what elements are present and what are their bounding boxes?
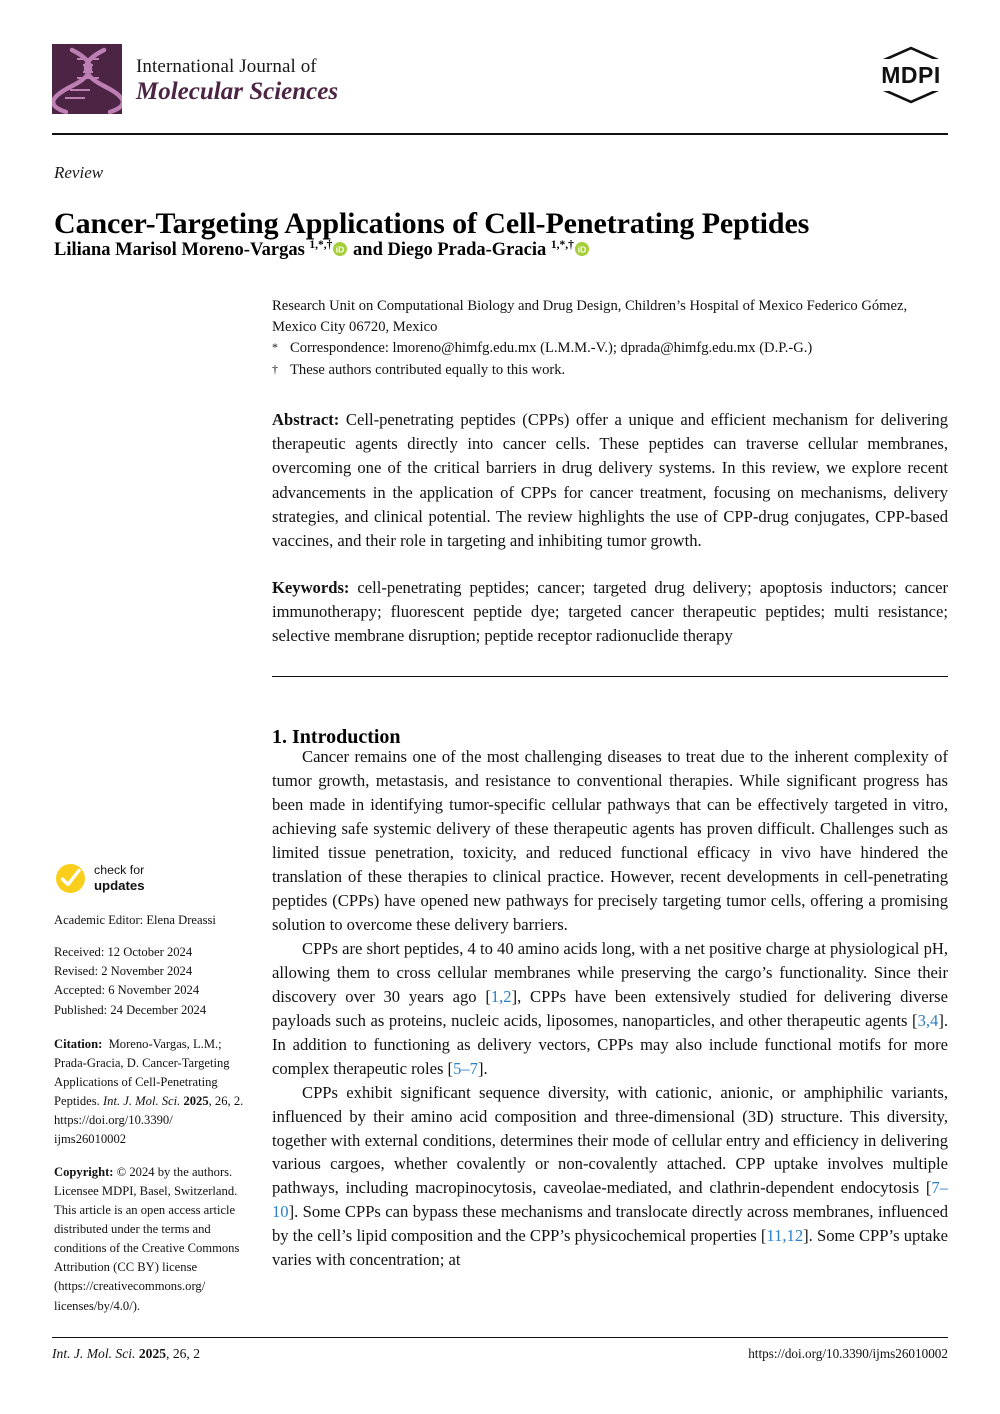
paragraph-3-part-b: ]. Some CPPs can bypass these mechanisms and translocate directly across membranes, influenced by the cell’s lipid composition and the CPP’s physicochemical properties [ — [272, 1202, 948, 1246]
header-divider — [52, 133, 948, 135]
copyright-line: distributed under the terms and — [54, 1221, 211, 1236]
citation-line — [54, 1035, 250, 1054]
citation-link-5-7[interactable]: 5–7 — [453, 1058, 478, 1078]
equal-contribution-note — [272, 360, 948, 381]
article-dates-block — [54, 943, 250, 1020]
citation-link-7-10[interactable]: 7–10 — [272, 1178, 948, 1222]
correspondence-marker: * — [272, 340, 278, 355]
author-list — [54, 238, 948, 263]
author-conjunction: and — [353, 240, 383, 261]
article-type: Review — [54, 163, 104, 182]
copyright-line: Licensee MDPI, Basel, Switzerland. — [54, 1183, 238, 1198]
correspondence-text: Correspondence: lmoreno@himfg.edu.mx (L.M.M.-V.); dprada@himfg.edu.mx (D.P.-G.) — [290, 340, 813, 357]
footer-journal-abbrev: Int. J. Mol. Sci. — [52, 1346, 136, 1361]
citation-volume: , 26, 2. — [208, 1094, 244, 1109]
author-marks-1: 1,*,† — [309, 239, 333, 251]
journal-name-line1: International Journal of — [136, 55, 317, 77]
paragraph-2-part-d: ]. — [477, 1058, 488, 1078]
author-name-2: Diego Prada-Gracia — [387, 240, 547, 261]
paragraph-3 — [272, 1081, 948, 1273]
journal-name — [136, 52, 338, 106]
date-published: Published: 24 December 2024 — [54, 1002, 207, 1017]
citation-year: 2025 — [183, 1094, 209, 1109]
academic-editor-block — [54, 911, 250, 930]
affiliation-line-2: Mexico City 06720, Mexico — [272, 318, 438, 335]
affiliation-block — [272, 296, 948, 381]
citation-line: Prada-Gracia, D. Cancer-Targeting — [54, 1055, 230, 1070]
citation-line: Applications of Cell-Penetrating — [54, 1074, 218, 1089]
abstract-block — [272, 408, 948, 554]
svg-text:MDPI: MDPI — [881, 62, 941, 88]
page-title: Cancer-Targeting Applications of Cell-Penetrating Peptides — [54, 207, 810, 241]
check-circle-icon — [54, 862, 87, 895]
mdpi-logo — [874, 46, 948, 104]
affiliation-line-1: Research Unit on Computational Biology and Drug Design, Children’s Hospital of Mexico Federico Gómez, — [272, 298, 908, 314]
abstract-label: Abstract: — [272, 409, 340, 429]
keywords-text: cell-penetrating peptides; cancer; targeted drug delivery; apoptosis inductors; cancer immunotherapy; fluorescent peptide dye; targeted cancer therapeutic peptides; multi resistance; selective membrane disruption; peptide receptor radionuclide therapy — [272, 577, 948, 646]
citation-doi-line1[interactable]: https://doi.org/10.3390/ — [54, 1113, 173, 1128]
check-for-updates-text — [94, 863, 145, 893]
footer-volume-page: , 26, 2 — [166, 1346, 201, 1361]
citation-block — [54, 1035, 250, 1150]
equal-contribution-marker: † — [272, 362, 278, 377]
citation-line — [54, 1092, 250, 1111]
article-meta-column — [272, 296, 948, 649]
keywords-label: Keywords: — [272, 577, 350, 597]
copyright-line: conditions of the Creative Commons — [54, 1241, 240, 1256]
svg-text:iD: iD — [336, 244, 345, 255]
footer-year: 2025 — [138, 1346, 167, 1361]
journal-brand — [52, 44, 338, 114]
date-received: Received: 12 October 2024 — [54, 945, 193, 960]
keywords-block — [272, 576, 948, 649]
citation-link-3-4[interactable]: 3,4 — [917, 1010, 939, 1030]
footer-citation — [52, 1346, 200, 1362]
paragraph-2-part-a: CPPs are short peptides, 4 to 40 amino acids long, with a net positive charge at physiological pH, allowing them to cross cellular membranes while preserving the cargo’s functionality. Since their discovery over 30 years ago [ — [272, 938, 948, 1006]
citation-title-end: Peptides. — [54, 1094, 100, 1109]
article-sidebar — [54, 862, 250, 1329]
copyright-license-url-1[interactable]: (https://creativecommons.org/ — [54, 1279, 206, 1294]
check-updates-line2: updates — [94, 878, 145, 893]
orcid-icon[interactable] — [575, 242, 589, 256]
copyright-line: This article is an open access article — [54, 1202, 236, 1217]
footer-divider — [52, 1337, 948, 1338]
orcid-icon[interactable] — [333, 242, 347, 256]
body-text-column — [272, 745, 948, 1272]
paragraph-2 — [272, 937, 948, 1081]
paragraph-3-part-a: CPPs exhibit significant sequence diversity, with cationic, anionic, or amphiphilic variants, influenced by their amino acid composition and three-dimensional (3D) structure. This diversity, together with external conditions, determines their mode of cellular entry and efficiency in delivering various cargoes, whether covalently or non-covalently attached. CPP uptake involves multiple pathways, including macropinocytosis, caveolae-mediated, and clathrin-dependent endocytosis [ — [272, 1082, 948, 1198]
citation-link-11-12[interactable]: 11,12 — [766, 1226, 804, 1246]
date-accepted: Accepted: 6 November 2024 — [54, 983, 200, 998]
check-updates-line1: check for — [94, 863, 145, 878]
svg-text:iD: iD — [577, 244, 587, 255]
page-footer — [52, 1346, 948, 1362]
author-marks-2: 1,*,† — [550, 239, 574, 251]
citation-journal: Int. J. Mol. Sci. — [102, 1094, 181, 1109]
paragraph-3-part-c: ]. Some CPP’s uptake varies with concentration; at — [272, 1226, 948, 1270]
citation-link-1-2[interactable]: 1,2 — [490, 986, 512, 1006]
check-for-updates-badge[interactable] — [54, 862, 250, 895]
citation-authors-1: Moreno-Vargas, L.M.; — [108, 1036, 222, 1051]
section-divider — [272, 676, 948, 677]
abstract-text: Cell-penetrating peptides (CPPs) offer a unique and efficient mechanism for delivering therapeutic agents directly into cancer cells. These peptides can traverse cellular membranes, overcoming one of the critical barriers in drug delivery systems. In this review, we explore recent advancements in the application of CPPs for cancer treatment, focusing on mechanisms, delivery strategies, and clinical potential. The review highlights the use of CPP-drug conjugates, CPP-based vaccines, and their role in targeting and inhibiting tumor growth. — [272, 409, 948, 551]
journal-name-line2: Molecular Sciences — [136, 78, 339, 106]
footer-doi[interactable]: https://doi.org/10.3390/ijms26010002 — [748, 1346, 948, 1361]
academic-editor: Academic Editor: Elena Dreassi — [54, 913, 216, 927]
copyright-license-url-2[interactable]: licenses/by/4.0/). — [54, 1298, 141, 1313]
copyright-line — [54, 1163, 250, 1182]
copyright-block — [54, 1163, 250, 1316]
copyright-text-1: © 2024 by the authors. — [116, 1164, 233, 1179]
paragraph-2-part-b: ], CPPs have been extensively studied for delivering diverse payloads such as proteins, nucleic acids, liposomes, nanoparticles, and other therapeutic agents [ — [272, 986, 948, 1030]
citation-label: Citation: — [54, 1036, 103, 1051]
copyright-line: Attribution (CC BY) license — [54, 1260, 198, 1275]
paragraph-2-part-c: ]. In addition to functioning as delivery vectors, CPPs may also include functional motifs for more complex therapeutic roles [ — [272, 1010, 948, 1078]
author-name-1: Liliana Marisol Moreno-Vargas — [54, 240, 305, 261]
date-revised: Revised: 2 November 2024 — [54, 964, 193, 979]
section-heading-introduction: 1. Introduction — [272, 725, 401, 748]
citation-doi-line2[interactable]: ijms26010002 — [54, 1132, 127, 1147]
masthead — [52, 44, 948, 126]
copyright-label: Copyright: — [54, 1164, 114, 1179]
dna-helix-icon — [52, 44, 122, 114]
correspondence-note — [272, 338, 948, 359]
paragraph-1: Cancer remains one of the most challenging diseases to treat due to the inherent complexity of tumor growth, metastasis, and resistance to conventional therapies. While significant progress has been made in identifying tumor-specific cellular pathways that can be effectively targeted in vitro, achieving safe systemic delivery of these therapeutic agents has proven difficult. Challenges such as limited tissue penetration, toxicity, and reduced functional efficacy in vivo have hindered the translation of these therapies to clinical practice. However, recent developments in cell-penetrating peptides (CPPs) have opened new pathways for precisely targeting tumor cells, offering a promising solution to overcome these delivery barriers. — [272, 747, 948, 934]
equal-contribution-text: These authors contributed equally to this work. — [290, 362, 566, 379]
